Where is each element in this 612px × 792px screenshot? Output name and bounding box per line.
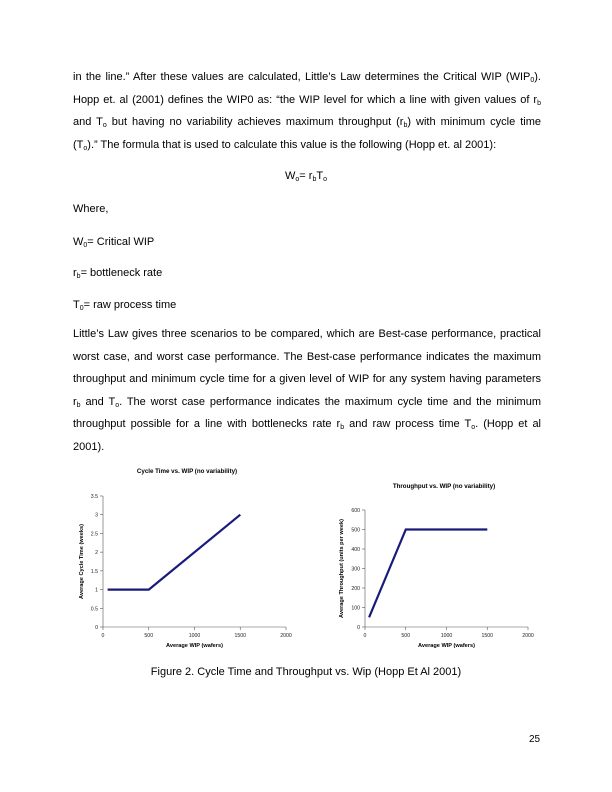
- x-tick-label: 500: [144, 633, 154, 639]
- series-line: [369, 530, 487, 618]
- y-axis-label: Average Throughput (units per week): [339, 519, 345, 618]
- y-tick-label: 3: [95, 512, 98, 519]
- text-line: throughput and minimum cycle time for a given level of WIP for any system having parameters: [73, 373, 541, 385]
- definition-bottleneck-rate: $r_b=$ bottleneck rate: [73, 267, 163, 280]
- where-label: Where,: [73, 203, 109, 215]
- y-tick-label: 200: [351, 586, 360, 592]
- x-tick-label: 2000: [522, 633, 534, 639]
- text-line: Hopp et. al (2001) defines the WIP0 as: “the WIP level for which a line with given values of $r_b$: [73, 93, 541, 107]
- page-number: 25: [529, 734, 541, 745]
- paragraph-littles-law: [73, 323, 541, 458]
- cycle-time-chart: [75, 462, 305, 652]
- series-line: [108, 515, 241, 590]
- y-tick-label: 2: [95, 550, 98, 557]
- x-axis-label: Average WIP (wafers): [418, 643, 475, 649]
- x-tick-label: 1000: [188, 633, 201, 639]
- y-tick-label: 1.5: [90, 568, 98, 575]
- definition-raw-process-time: $T_0=$ raw process time: [73, 299, 177, 312]
- text-line: Little’s Law gives three scenarios to be compared, which are Best-case performance, practical: [73, 328, 541, 340]
- y-tick-label: 0: [357, 625, 360, 631]
- x-tick-label: 1000: [440, 633, 453, 639]
- definition-critical-wip: $W_0=$ Critical WIP: [73, 236, 155, 249]
- y-tick-label: 100: [351, 605, 360, 612]
- y-tick-label: 600: [351, 508, 360, 514]
- x-axis-label: Average WIP (wafers): [166, 643, 223, 649]
- x-tick-label: 500: [401, 633, 411, 639]
- y-tick-label: 300: [351, 566, 360, 573]
- text-line: in the line.” After these values are calculated, Little’s Law determines the Critical WIP $(WIP_0)$.: [73, 71, 541, 84]
- x-tick-label: 0: [101, 633, 105, 639]
- x-tick-label: 0: [363, 633, 367, 639]
- throughput-chart: [335, 478, 545, 654]
- text-line: and $T_o$ but having no variability achieves maximum throughput $(r_b)$ with minimum cycle time: [73, 116, 542, 129]
- x-tick-label: 2000: [280, 633, 292, 639]
- y-tick-label: 3.5: [90, 494, 98, 500]
- x-tick-label: 1500: [234, 633, 247, 639]
- y-tick-label: 0.5: [90, 606, 98, 613]
- y-tick-label: 500: [351, 527, 360, 534]
- text-line: $r_b$ and $T_o$. The worst case performance indicates the maximum cycle time and the minimum: [73, 395, 541, 409]
- text-line: throughput possible for a line with bottlenecks rate $r_b$ and raw process time $T_o$. (Hopp et al: [73, 418, 542, 431]
- x-tick-label: 1500: [481, 633, 494, 639]
- paragraph-intro: [73, 66, 541, 156]
- chart-title: Throughput vs. WIP (no variability): [392, 483, 496, 490]
- formula-critical-wip: $W_o= r_bT_o$: [285, 170, 327, 183]
- chart-title: Cycle Time vs. WIP (no variability): [136, 468, 238, 475]
- y-axis-label: Average Cycle Time (weeks): [79, 524, 85, 599]
- y-tick-label: 400: [351, 547, 360, 553]
- y-tick-label: 1: [95, 587, 98, 594]
- figure-caption: Figure 2. Cycle Time and Throughput vs. Wip (Hopp Et Al 2001): [150, 666, 462, 678]
- y-tick-label: 0: [95, 625, 98, 631]
- text-line: $(T_o)$.” The formula that is used to calculate this value is the following (Hopp et. al 2001):: [73, 138, 497, 152]
- y-tick-label: 2.5: [90, 531, 98, 538]
- text-line: worst case, and worst case performance. The Best-case performance indicates the maximum: [73, 350, 541, 363]
- text-line: 2001).: [73, 440, 105, 453]
